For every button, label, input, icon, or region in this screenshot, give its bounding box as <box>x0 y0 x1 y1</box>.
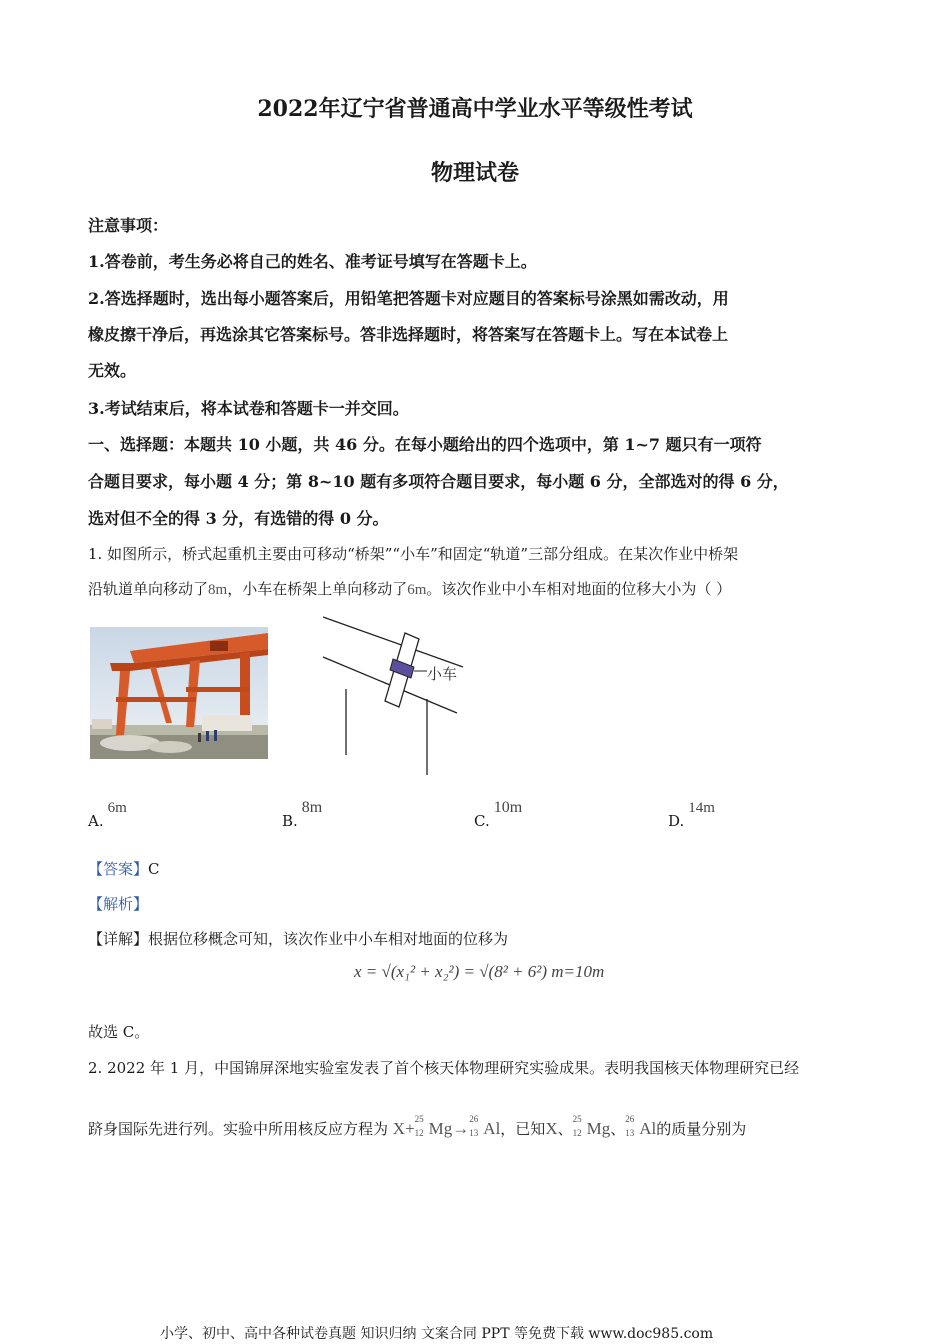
q1-stem-line-2 <box>88 578 731 599</box>
q1-stem-text-c: 。该次作业中小车相对地面的位移大小为（ ） <box>426 580 732 598</box>
al-atomic-number: 13 <box>469 1128 479 1138</box>
q1-formula: x = √(x₁² + x₂²) = √(8² + 6²) m=10m <box>354 962 605 981</box>
answer-value: C <box>148 860 160 878</box>
q1-conclusion: 故选 C。 <box>88 1023 150 1041</box>
eq-al-nuclide <box>469 1114 501 1139</box>
q1-stem-text-b: ，小车在桥架上单向移动了 <box>227 580 408 598</box>
known-al-mass: 26 <box>625 1114 635 1124</box>
known-x: X <box>545 1119 558 1138</box>
section-1-line-2: 合题目要求，每小题 4 分；第 8~10 题有多项符合题目要求，每小题 6 分，全部选对的得 6 分， <box>88 472 789 491</box>
crane-photo-image <box>90 627 268 759</box>
q2-stem-text-c: 的质量分别为 <box>656 1120 747 1138</box>
eq-plus: + <box>405 1119 415 1138</box>
notice-heading: 注意事项： <box>88 216 169 235</box>
option-c-letter: C. <box>474 812 490 830</box>
option-c-value: 10m <box>493 799 523 816</box>
option-d <box>668 800 715 831</box>
q2-stem-text-a: 跻身国际先进行列。实验中所用核反应方程为 <box>88 1120 389 1138</box>
mg-atomic-number: 12 <box>414 1128 424 1138</box>
sep-1: 、 <box>557 1120 573 1138</box>
option-c <box>474 799 523 831</box>
q2-stem-text-b: ，已知 <box>500 1120 546 1138</box>
eq-arrow: → <box>452 1119 470 1138</box>
q2-stem-line-2 <box>88 1114 747 1139</box>
eq-mg-nuclide <box>414 1114 453 1139</box>
sep-2: 、 <box>610 1120 626 1138</box>
crane-diagram-svg <box>315 615 475 780</box>
q1-value-6m: 6m <box>407 582 427 598</box>
crane-photo <box>90 627 268 759</box>
known-al-nuclide <box>625 1114 657 1139</box>
detail-tag: 【详解】 <box>88 930 149 948</box>
known-al-z: 13 <box>625 1128 635 1138</box>
mg-mass-number: 25 <box>414 1114 424 1124</box>
notice-item-2-line-1: 2.答选择题时，选出每小题答案后，用铅笔把答题卡对应题目的答案标号涂黑如需改动，用 <box>88 289 729 308</box>
al-mass-number: 26 <box>469 1114 479 1124</box>
option-d-value: 14m <box>688 800 715 816</box>
option-b-letter: B. <box>282 812 298 830</box>
detail-text: 根据位移概念可知，该次作业中小车相对地面的位移为 <box>148 930 509 948</box>
al-symbol: Al <box>483 1119 501 1138</box>
analysis-tag: 【解析】 <box>88 895 149 913</box>
q1-answer <box>88 858 160 879</box>
option-a-value: 6m <box>107 800 127 816</box>
notice-item-2-line-3: 无效。 <box>88 361 137 380</box>
section-1-line-1: 一、选择题：本题共 10 小题，共 46 分。在每小题给出的四个选项中，第 1~7 题只有一项符 <box>88 435 762 454</box>
page-footer: 小学、初中、高中各种试卷真题 知识归纳 文案合同 PPT 等免费下载 www.doc985.com <box>160 1326 714 1342</box>
eq-x: X <box>392 1119 406 1138</box>
option-b-value: 8m <box>301 799 323 816</box>
known-mg-mass: 25 <box>572 1114 582 1124</box>
known-mg-z: 12 <box>572 1128 582 1138</box>
answer-tag: 【答案】 <box>88 860 149 878</box>
notice-item-1: 1.答卷前，考生务必将自己的姓名、准考证号填写在答题卡上。 <box>88 252 537 271</box>
q1-detail <box>88 928 508 949</box>
option-a <box>88 800 127 831</box>
q1-value-8m: 8m <box>208 582 228 598</box>
q1-stem-text-a: 沿轨道单向移动了 <box>88 580 209 598</box>
option-b <box>282 799 323 831</box>
crane-diagram <box>315 615 475 780</box>
q2-stem-line-1: 2. 2022 年 1 月，中国锦屏深地实验室发表了首个核天体物理研究实验成果。表明我国核天体物理研究已经 <box>88 1059 800 1077</box>
section-1-line-3: 选对但不全的得 3 分，有选错的得 0 分。 <box>88 509 389 528</box>
exam-title: 2022年辽宁省普通高中学业水平等级性考试 <box>257 96 693 122</box>
trolley-label: 小车 <box>427 665 458 683</box>
q1-stem-line-1: 1. 如图所示，桥式起重机主要由可移动“桥架”“小车”和固定“轨道”三部分组成。在某次作业中桥架 <box>88 545 739 563</box>
known-al-symbol: Al <box>639 1119 657 1138</box>
exam-subtitle: 物理试卷 <box>430 160 519 186</box>
known-mg-symbol: Mg <box>586 1119 611 1138</box>
notice-item-3: 3.考试结束后，将本试卷和答题卡一并交回。 <box>88 399 409 418</box>
option-a-letter: A. <box>88 812 104 830</box>
option-d-letter: D. <box>668 812 685 830</box>
mg-symbol: Mg <box>428 1119 453 1138</box>
notice-item-2-line-2: 橡皮擦干净后，再选涂其它答案标号。答非选择题时，将答案写在答题卡上。写在本试卷上 <box>88 325 729 344</box>
known-mg-nuclide <box>572 1114 611 1139</box>
